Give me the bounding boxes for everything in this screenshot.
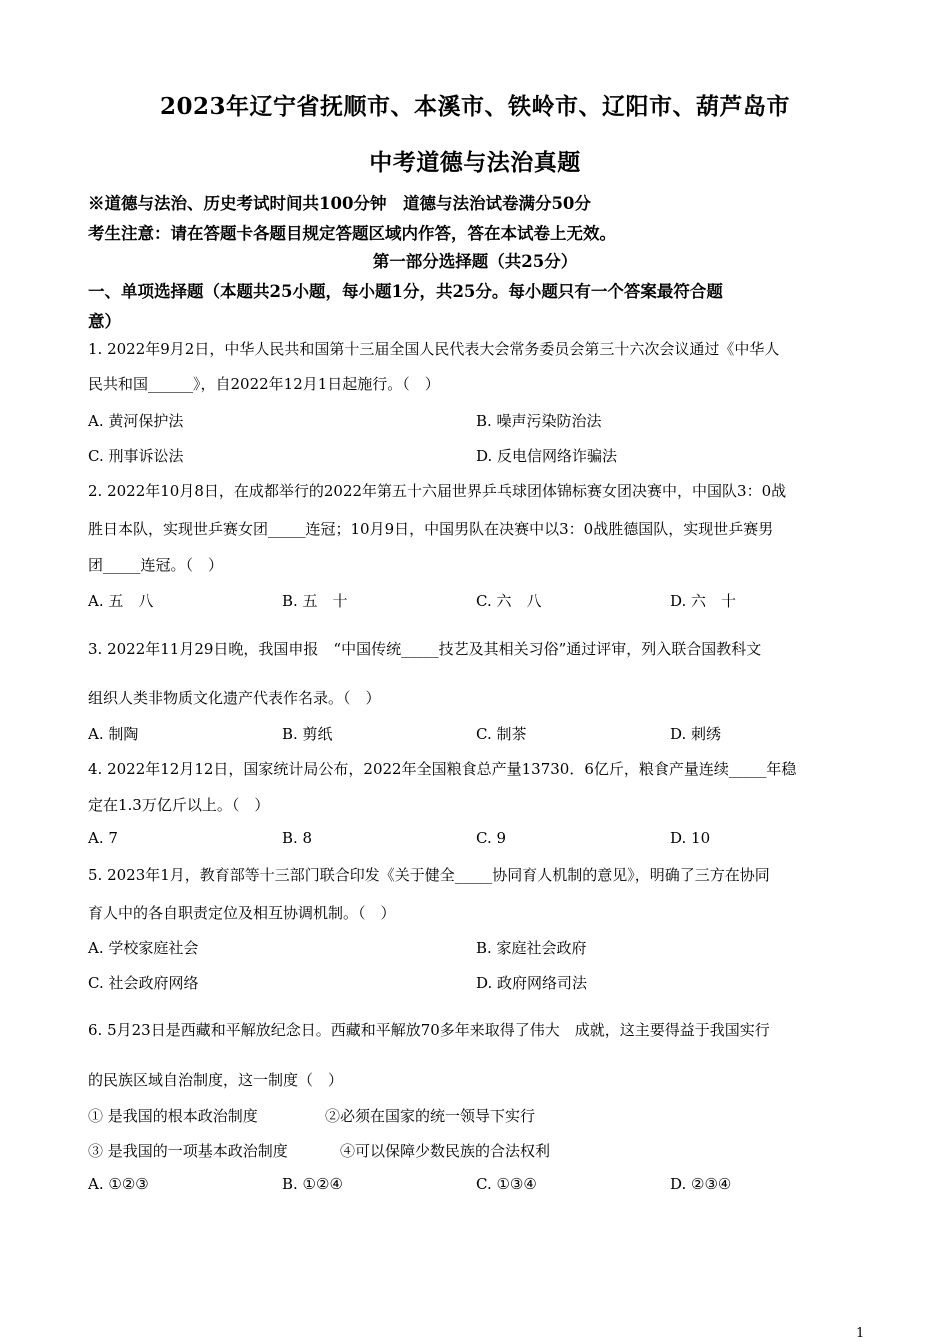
exam-note-warning: 考生注意：请在答题卡各题目规定答题区域内作答，答在本试卷上无效。 xyxy=(88,224,616,243)
question-2-option-b: B. 五 十 xyxy=(282,592,348,610)
question-4-option-c: C. 9 xyxy=(476,829,507,847)
question-4-line-1: 4. 2022年12月12日，国家统计局公布，2022年全国粮食总产量13730．6亿斤，粮食产量连续_____年稳 xyxy=(88,760,797,778)
question-3-option-d: D. 刺绣 xyxy=(670,725,722,743)
title-line-1: 2023年辽宁省抚顺市、本溪市、铁岭市、辽阳市、葫芦岛市 xyxy=(159,93,790,120)
question-4-line-2: 定在1.3万亿斤以上。（ ） xyxy=(88,796,270,814)
question-6-line-1: 6. 5月23日是西藏和平解放纪念日。西藏和平解放70多年来取得了伟大 成就，这主要得益于我国实行 xyxy=(88,1021,770,1039)
question-1-option-c: C. 刑事诉讼法 xyxy=(88,447,184,465)
question-1-option-a: A. 黄河保护法 xyxy=(88,412,184,430)
question-5-line-1: 5. 2023年1月，教育部等十三部门联合印发《关于健全_____协同育人机制的意见》，明确了三方在协同 xyxy=(88,866,770,884)
question-6-option-a: A. ①②③ xyxy=(88,1175,149,1193)
question-5-option-b: B. 家庭社会政府 xyxy=(476,939,587,957)
question-2-line-2: 胜日本队，实现世乒赛女团_____连冠；10月9日，中国男队在决赛中以3：0战胜德国队，实现世乒赛男 xyxy=(88,520,774,538)
question-4-option-d: D. 10 xyxy=(670,829,711,847)
question-3-option-b: B. 剪纸 xyxy=(282,725,333,743)
question-6-option-b: B. ①②④ xyxy=(282,1175,343,1193)
question-6-item-4: ④可以保障少数民族的合法权利 xyxy=(340,1142,551,1160)
question-4-option-b: B. 8 xyxy=(282,829,313,847)
question-2-option-d: D. 六 十 xyxy=(670,592,737,610)
question-1-line-2: 民共和国______》，自2022年12月1日起施行。（ ） xyxy=(88,375,440,393)
question-5-option-c: C. 社会政府网络 xyxy=(88,974,199,992)
question-6-item-2: ②必须在国家的统一领导下实行 xyxy=(325,1107,536,1125)
section-heading: 一、单项选择题（本题共25小题，每小题1分，共25分。每小题只有一个答案最符合题 xyxy=(88,282,723,301)
question-2-option-c: C. 六 八 xyxy=(476,592,542,610)
question-3-option-a: A. 制陶 xyxy=(88,725,139,743)
question-6-item-3: ③ 是我国的一项基本政治制度 xyxy=(88,1142,288,1160)
question-6-line-2: 的民族区域自治制度，这一制度（ ） xyxy=(88,1071,344,1089)
section-heading-cont: 意） xyxy=(88,312,121,331)
question-6-option-d: D. ②③④ xyxy=(670,1175,732,1193)
question-2-line-3: 团_____连冠。（ ） xyxy=(88,556,224,574)
question-3-line-2: 组织人类非物质文化遗产代表作名录。（ ） xyxy=(88,689,381,707)
question-6-option-c: C. ①③④ xyxy=(476,1175,537,1193)
exam-note-time: ※道德与法治、历史考试时间共100分钟 道德与法治试卷满分50分 xyxy=(88,194,591,213)
question-3-option-c: C. 制茶 xyxy=(476,725,527,743)
question-4-option-a: A. 7 xyxy=(88,829,118,847)
question-1-option-b: B. 噪声污染防治法 xyxy=(476,412,602,430)
question-6-item-1: ① 是我国的根本政治制度 xyxy=(88,1107,258,1125)
question-1-line-1: 1. 2022年9月2日，中华人民共和国第十三届全国人民代表大会常务委员会第三十六次会议通过《中华人 xyxy=(88,340,780,358)
title-line-2: 中考道德与法治真题 xyxy=(369,149,581,176)
question-3-line-1: 3. 2022年11月29日晚，我国申报 “中国传统_____技艺及其相关习俗”通过评审，列入联合国教科文 xyxy=(88,640,762,658)
question-5-line-2: 育人中的各自职责定位及相互协调机制。（ ） xyxy=(88,904,396,922)
question-5-option-a: A. 学校家庭社会 xyxy=(88,939,199,957)
question-2-line-1: 2. 2022年10月8日，在成都举行的2022年第五十六届世界乒乓球团体锦标赛女团决赛中，中国队3：0战 xyxy=(88,482,787,500)
part-title: 第一部分选择题（共25分） xyxy=(372,252,578,271)
question-5-option-d: D. 政府网络司法 xyxy=(476,974,588,992)
page-number: 1 xyxy=(856,1326,865,1341)
question-1-option-d: D. 反电信网络诈骗法 xyxy=(476,447,618,465)
question-2-option-a: A. 五 八 xyxy=(88,592,154,610)
